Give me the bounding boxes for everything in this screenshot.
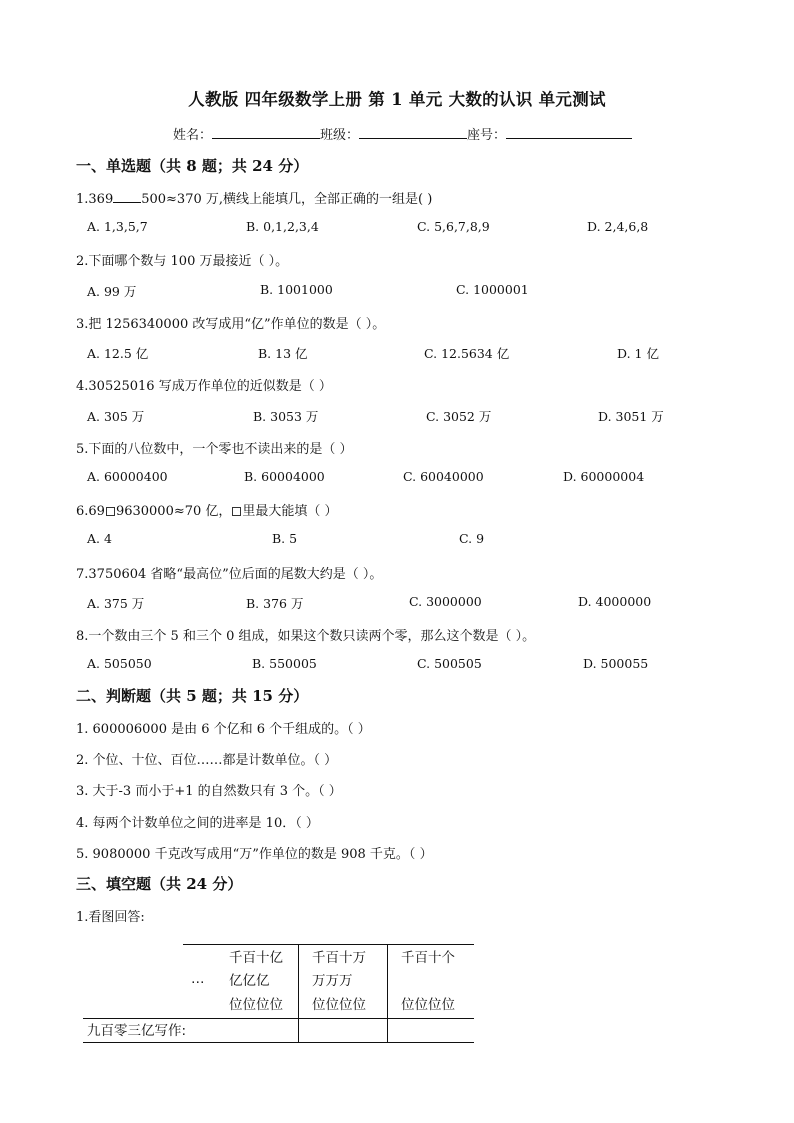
question-8: 8.一个数由三个 5 和三个 0 组成，如果这个数只读两个零，那么这个数是（ ）。: [76, 629, 536, 644]
wan-group-row2: 万万万: [312, 973, 353, 989]
name-label: 姓名：: [173, 128, 213, 143]
q6-option-c[interactable]: C. 9: [459, 531, 485, 546]
question-1: [76, 188, 432, 207]
question-1-prefix: 1.369: [76, 192, 114, 207]
blank-box-icon: [232, 507, 241, 516]
seat-field[interactable]: [506, 124, 632, 139]
q7-option-c[interactable]: C. 3000000: [409, 594, 482, 609]
q5-option-c[interactable]: C. 60040000: [403, 469, 484, 484]
yi-group-row1: 千百十亿: [229, 950, 283, 966]
q3-option-b[interactable]: B. 13 亿: [258, 346, 308, 361]
blank-box-icon: [106, 507, 115, 516]
answer-cell-ge[interactable]: [388, 1019, 474, 1042]
question-1-suffix: 500≈370 万,横线上能填几，全部正确的一组是( ): [141, 192, 433, 207]
q4-option-b[interactable]: B. 3053 万: [253, 409, 319, 424]
q1-option-c[interactable]: C. 5,6,7,8,9: [417, 219, 490, 234]
yi-group-row3: 位位位位: [229, 997, 283, 1013]
place-value-table: [83, 944, 474, 1044]
judge-item-1: 1. 600006000 是由 6 个亿和 6 个千组成的。（ ）: [76, 722, 371, 737]
judge-item-3: 3. 大于-3 而小于+1 的自然数只有 3 个。（ ）: [76, 784, 342, 799]
question-2: 2.下面哪个数与 100 万最接近（ ）。: [76, 254, 289, 269]
ge-group-row2: 位位位位: [401, 997, 455, 1013]
question-3: 3.把 1256340000 改写成用“亿”作单位的数是（ ）。: [76, 317, 386, 332]
table-top-border: [183, 944, 474, 945]
wan-group-row1: 千百十万: [312, 950, 366, 966]
q2-option-a[interactable]: A. 99 万: [87, 284, 137, 299]
question-6-middle: 9630000≈70 亿，: [115, 504, 232, 519]
q4-option-c[interactable]: C. 3052 万: [426, 409, 492, 424]
answer-cell-wan[interactable]: [299, 1019, 387, 1042]
q8-option-c[interactable]: C. 500505: [417, 656, 482, 671]
wan-group-row3: 位位位位: [312, 997, 366, 1013]
question-5: 5.下面的八位数中，一个零也不读出来的是（ ）: [76, 442, 353, 457]
q8-option-b[interactable]: B. 550005: [252, 656, 317, 671]
q8-option-d[interactable]: D. 500055: [583, 656, 649, 671]
q2-option-c[interactable]: C. 1000001: [456, 282, 529, 297]
question-6-suffix: 里最大能填（ ）: [242, 504, 338, 519]
class-field[interactable]: [359, 124, 467, 139]
q1-option-a[interactable]: A. 1,3,5,7: [87, 219, 148, 234]
q4-option-d[interactable]: D. 3051 万: [598, 409, 664, 424]
section-true-false-title: 二、判断题（共 5 题；共 15 分）: [76, 687, 309, 705]
class-label: 班级：: [320, 128, 360, 143]
q4-option-a[interactable]: A. 305 万: [87, 409, 145, 424]
ge-group-row1: 千百十个: [401, 950, 455, 966]
q7-option-d[interactable]: D. 4000000: [578, 594, 652, 609]
q3-option-c[interactable]: C. 12.5634 亿: [424, 346, 510, 361]
q7-option-b[interactable]: B. 376 万: [246, 596, 304, 611]
yi-group-row2: 亿亿亿: [229, 973, 270, 989]
question-4: 4.30525016 写成万作单位的近似数是（ ）: [76, 379, 332, 394]
q5-option-d[interactable]: D. 60000004: [563, 469, 645, 484]
question-6: [76, 500, 338, 519]
q6-option-b[interactable]: B. 5: [272, 531, 298, 546]
question-7: 7.3750604 省略“最高位”位后面的尾数大约是（ ）。: [76, 567, 383, 582]
judge-item-4: 4. 每两个计数单位之间的进率是 10．（ ）: [76, 816, 319, 831]
judge-item-5: 5. 9080000 千克改写成用“万”作单位的数是 908 千克。（ ）: [76, 847, 433, 862]
q5-option-b[interactable]: B. 60004000: [244, 469, 325, 484]
q3-option-a[interactable]: A. 12.5 亿: [87, 346, 149, 361]
q2-option-b[interactable]: B. 1001000: [260, 282, 333, 297]
q5-option-a[interactable]: A. 60000400: [87, 469, 168, 484]
q8-option-a[interactable]: A. 505050: [87, 656, 152, 671]
q3-option-d[interactable]: D. 1 亿: [617, 346, 659, 361]
name-field[interactable]: [212, 124, 320, 139]
section-single-choice-title: 一、单选题（共 8 题；共 24 分）: [76, 157, 309, 175]
fill-question-1: 1.看图回答:: [76, 910, 145, 925]
seat-label: 座号：: [467, 128, 507, 143]
section-fill-blank-title: 三、填空题（共 24 分）: [76, 875, 243, 893]
page-title: 人教版 四年级数学上册 第 1 单元 大数的认识 单元测试: [188, 90, 606, 109]
table-row-label: 九百零三亿写作:: [87, 1023, 187, 1039]
q6-option-a[interactable]: A. 4: [87, 531, 112, 546]
q1-option-b[interactable]: B. 0,1,2,3,4: [246, 219, 319, 234]
q1-option-d[interactable]: D. 2,4,6,8: [587, 219, 649, 234]
question-6-prefix: 6.69: [76, 504, 105, 519]
student-info-line: [173, 124, 632, 143]
table-bottom-border: [83, 1042, 474, 1043]
table-ellipsis: …: [191, 971, 205, 987]
answer-blank[interactable]: [113, 191, 141, 203]
judge-item-2: 2. 个位、十位、百位……都是计数单位。（ ）: [76, 753, 338, 768]
q7-option-a[interactable]: A. 375 万: [87, 596, 145, 611]
